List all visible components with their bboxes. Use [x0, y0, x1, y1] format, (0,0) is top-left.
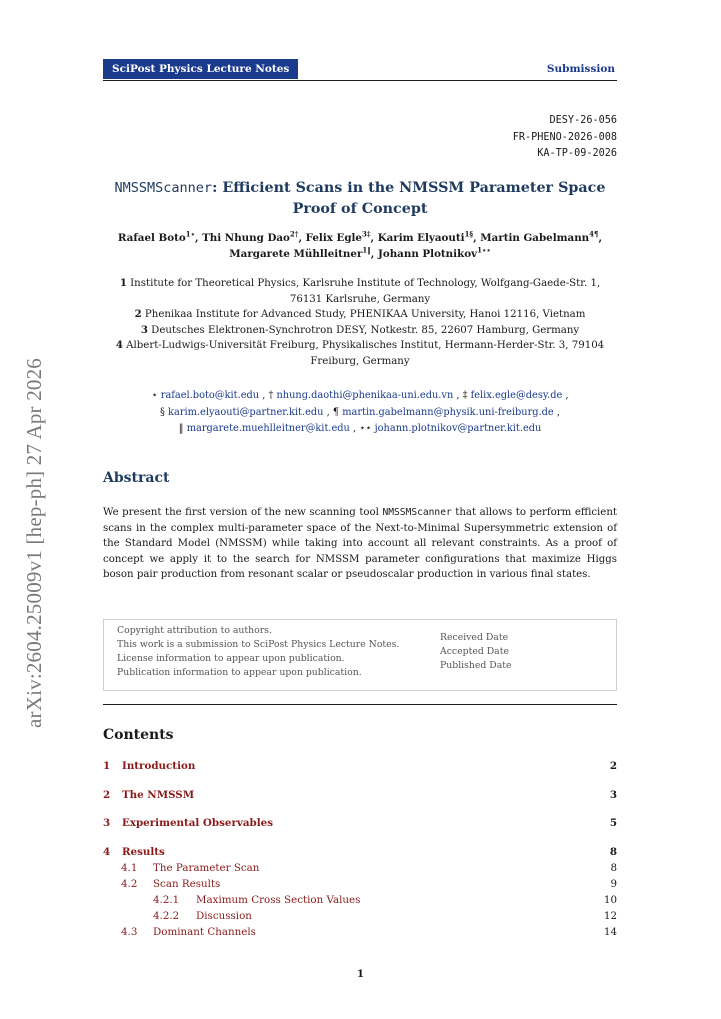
toc-entry[interactable]: 3 Experimental Observables 5 — [103, 817, 617, 829]
received-date: Received Date — [440, 632, 509, 643]
page-number: 1 — [356, 968, 365, 980]
title-code-name: NMSSMScanner — [114, 180, 213, 196]
email-link[interactable]: rafael.boto@kit.edu — [160, 390, 260, 401]
author: Thi Nhung Dao$^{2\dagger}$, — [202, 229, 306, 244]
toc-entry[interactable]: 4 Results 8 — [103, 845, 617, 858]
toc-entry[interactable]: 4.2.2 Discussion 12 — [153, 910, 617, 922]
report-numbers — [513, 113, 617, 163]
author: Rafael Boto$^{1⋆}$, — [117, 229, 203, 244]
publication-info-box — [103, 619, 617, 691]
toc-entry[interactable]: 4.1 The Parameter Scan 8 — [121, 862, 617, 874]
email-link[interactable]: nhung.daothi@phenikaa-uni.edu.vn — [276, 390, 454, 401]
author: Margarete Mühlleitner$^{1‖}$, — [229, 245, 378, 260]
report-number: DESY-26-056 — [549, 115, 617, 126]
email-link[interactable]: johann.plotnikov@partner.kit.edu — [374, 423, 542, 434]
running-header — [103, 59, 617, 81]
publication-dates — [440, 631, 512, 673]
author: Johann Plotnikov$^{1⋆⋆}$ — [377, 245, 491, 260]
affiliation: 1 Institute for Theoretical Physics, Karlsruhe Institute of Technology, Wolfgang-Gaede-Str. 1, 76131 Karlsruhe, Germany — [119, 277, 601, 305]
info-line: Copyright attribution to authors. — [117, 625, 272, 636]
info-line: License information to appear upon publication. — [117, 653, 345, 664]
affiliation: 2 Phenikaa Institute for Advanced Study, PHENIKAA University, Hanoi 12116, Vietnam — [134, 308, 586, 320]
published-date: Published Date — [440, 660, 512, 671]
section-divider — [103, 704, 617, 705]
toc-entry[interactable]: 4.2.1 Maximum Cross Section Values 10 — [153, 894, 617, 906]
arxiv-stamp: arXiv:2604.25009v1 [hep-ph] 27 Apr 2026 — [22, 358, 46, 728]
journal-badge[interactable]: SciPost Physics Lecture Notes — [103, 59, 298, 79]
report-number: KA-TP-09-2026 — [537, 148, 617, 159]
email-link[interactable]: felix.egle@desy.de — [470, 390, 563, 401]
affiliation: 4 Albert-Ludwigs-Universität Freiburg, Physikalisches Institut, Hermann-Herder-Str. 3, 79104 Freiburg, Germany — [115, 339, 605, 367]
email-list: ⋆ rafael.boto@kit.edu , † nhung.daothi@phenikaa-uni.edu.vn , ‡ felix.egle@desy.de , § karim.elyaouti@partner.kit.edu , ¶ martin.gabelmann@physik.uni-freiburg.de , ‖ margarete.muehlleitner@kit.edu , ⋆⋆ johann.plotnikov@partner.kit.edu — [151, 390, 569, 434]
accepted-date: Accepted Date — [440, 646, 509, 657]
contents-heading: Contents — [103, 727, 174, 743]
email-link[interactable]: karim.elyaouti@partner.kit.edu — [168, 406, 324, 418]
toc-entry[interactable]: 1 Introduction 2 — [103, 760, 617, 772]
publication-info-left — [117, 624, 399, 680]
toc-entry[interactable]: 4.3 Dominant Channels 14 — [121, 926, 617, 938]
abstract-code-name: NMSSMScanner — [382, 507, 452, 518]
email-link[interactable]: martin.gabelmann@physik.uni-freiburg.de — [342, 406, 554, 418]
author: Felix Egle$^{3\ddagger}$, — [305, 229, 378, 244]
table-of-contents — [103, 758, 617, 940]
title-line-1: : Efficient Scans in the NMSSM Parameter Space — [212, 180, 606, 196]
paper-title — [103, 178, 617, 220]
author: Karim Elyaouti$^{1\S}$, — [377, 229, 481, 244]
abstract-heading: Abstract — [103, 470, 170, 486]
toc-entry[interactable]: 4.2 Scan Results 9 — [121, 878, 617, 890]
info-line: Publication information to appear upon publication. — [117, 667, 362, 678]
author-list — [103, 231, 617, 262]
abstract-text: We present the first version of the new scanning tool NMSSMScanner that allows to perform efficient scans in the complex multi-parameter space of the Next-to-Minimal Supersymmetric extension of the Standard Model (NMSSM) while taking into account all relevant constraints. As a proof of concept we apply it to the search for NMSSM parameter configurations that maximize Higgs boson pair production from resonant scalar or pseudoscalar production in various final states. — [103, 507, 617, 581]
email-link[interactable]: margarete.muehlleitner@kit.edu — [186, 423, 350, 434]
affiliation: 3 Deutsches Elektronen-Synchrotron DESY, Notkestr. 85, 22607 Hamburg, Germany — [140, 323, 580, 336]
author: Martin Gabelmann$^{4\P}$, — [480, 229, 603, 244]
title-line-2: Proof of Concept — [292, 201, 428, 217]
info-line: This work is a submission to SciPost Physics Lecture Notes. — [117, 639, 400, 650]
toc-entry[interactable]: 2 The NMSSM 3 — [103, 788, 617, 801]
affiliation-list — [103, 276, 617, 369]
submission-label: Submission — [546, 63, 615, 75]
report-number: FR-PHENO-2026-008 — [512, 131, 617, 143]
